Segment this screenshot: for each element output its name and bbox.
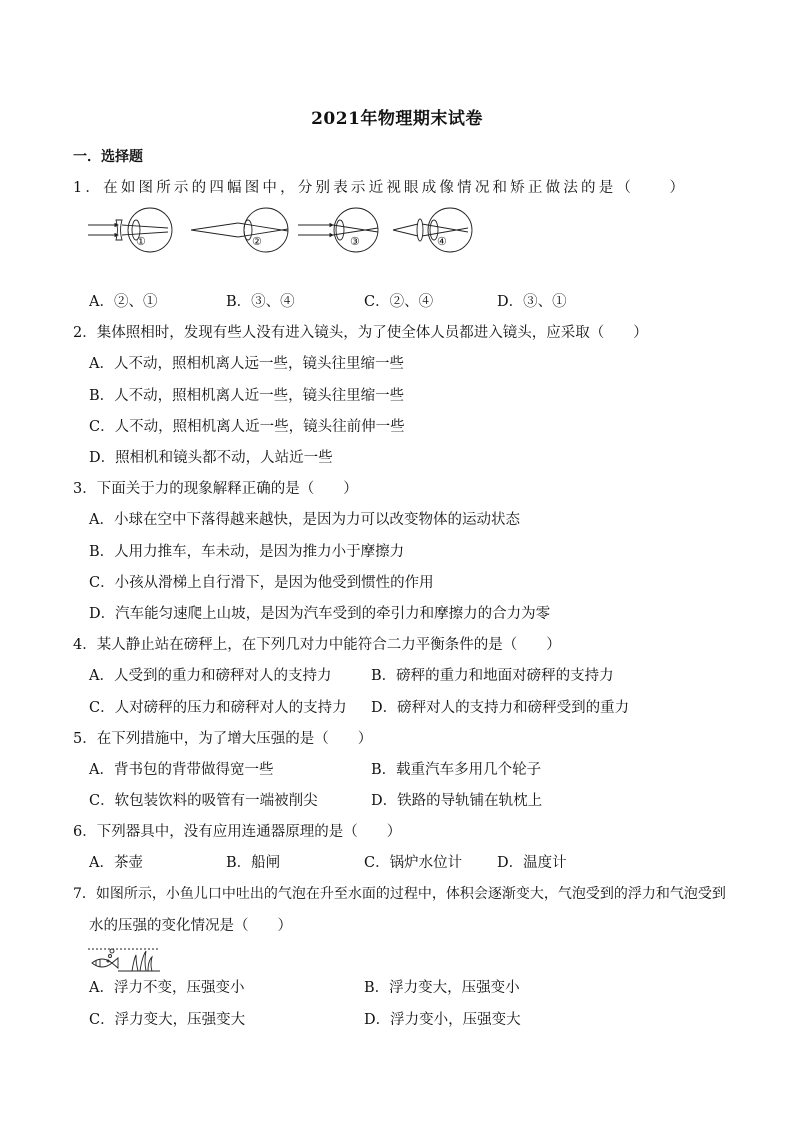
q1-option-a: A．②、① <box>89 294 158 310</box>
figure-label-2: ② <box>252 235 262 248</box>
q6-option-d: D．温度计 <box>497 855 567 871</box>
q6-option-a: A．茶壶 <box>89 855 143 871</box>
q7-option-d: D．浮力变小，压强变大 <box>364 1012 521 1028</box>
q6-option-b: B．船闸 <box>226 855 281 871</box>
question-1-stem: 1．在如图所示的四幅图中，分别表示近视眼成像情况和矫正做法的是（ ） <box>73 180 688 196</box>
q6-option-c: C．锅炉水位计 <box>364 855 463 871</box>
figure-label-4: ④ <box>437 235 447 248</box>
q4-option-b: B．磅秤的重力和地面对磅秤的支持力 <box>371 668 614 684</box>
q3-option-c: C．小孩从滑梯上自行滑下，是因为他受到惯性的作用 <box>89 575 434 591</box>
q4-option-a: A．人受到的重力和磅秤对人的支持力 <box>89 668 332 684</box>
question-4-stem: 4．某人静止站在磅秤上，在下列几对力中能符合二力平衡条件的是（ ） <box>73 637 561 653</box>
q5-option-d: D．铁路的导轨铺在轨枕上 <box>371 793 543 809</box>
q4-option-d: D．磅秤对人的支持力和磅秤受到的重力 <box>371 700 630 716</box>
eye-diagrams-figure <box>88 205 528 257</box>
q1-option-c: C．②、④ <box>364 294 434 310</box>
question-3-stem: 3．下面关于力的现象解释正确的是（ ） <box>73 481 358 497</box>
figure-label-1: ① <box>136 235 146 248</box>
section-heading: 一．选择题 <box>73 149 143 165</box>
q2-option-d: D．照相机和镜头都不动，人站近一些 <box>89 450 333 466</box>
fish-bubble-figure <box>88 945 160 973</box>
q1-option-b: B．③、④ <box>226 294 295 310</box>
q7-option-a: A．浮力不变，压强变小 <box>89 980 245 996</box>
q3-option-a: A．小球在空中下落得越来越快，是因为力可以改变物体的运动状态 <box>89 512 520 528</box>
q5-option-c: C．软包装饮料的吸管有一端被削尖 <box>89 793 318 809</box>
q7-option-c: C．浮力变大，压强变大 <box>89 1012 246 1028</box>
q5-option-b: B．载重汽车多用几个轮子 <box>371 762 542 778</box>
q3-option-b: B．人用力推车，车未动，是因为推力小于摩擦力 <box>89 544 405 560</box>
page-title: 2021年物理期末试卷 <box>311 109 483 129</box>
figure-label-3: ③ <box>350 235 360 248</box>
q4-option-c: C．人对磅秤的压力和磅秤对人的支持力 <box>89 700 347 716</box>
q2-option-a: A．人不动，照相机离人远一些，镜头往里缩一些 <box>89 356 404 372</box>
question-2-stem: 2．集体照相时，发现有些人没有进入镜头，为了使全体人员都进入镜头，应采取（ ） <box>73 325 648 341</box>
question-7-stem-line2: 水的压强的变化情况是（ ） <box>89 918 292 934</box>
q3-option-d: D．汽车能匀速爬上山坡，是因为汽车受到的牵引力和摩擦力的合力为零 <box>89 606 551 622</box>
q2-option-c: C．人不动，照相机离人近一些，镜头往前伸一些 <box>89 419 405 435</box>
q5-option-a: A．背书包的背带做得宽一些 <box>89 762 274 778</box>
eye-diagram-2 <box>191 208 288 252</box>
q1-option-d: D．③、① <box>497 294 567 310</box>
q7-option-b: B．浮力变大，压强变小 <box>364 980 520 996</box>
question-6-stem: 6．下列器具中，没有应用连通器原理的是（ ） <box>73 824 402 840</box>
q2-option-b: B．人不动，照相机离人近一些，镜头往里缩一些 <box>89 388 405 404</box>
question-5-stem: 5．在下列措施中，为了增大压强的是（ ） <box>73 731 373 747</box>
eye-diagram-4 <box>393 208 472 252</box>
eye-diagram-3 <box>298 208 378 252</box>
eye-diagram-1 <box>88 208 172 252</box>
question-7-stem-line1: 7．如图所示，小鱼儿口中吐出的气泡在升至水面的过程中，体积会逐渐变大，气泡受到的浮力和气泡受到 <box>73 886 726 902</box>
